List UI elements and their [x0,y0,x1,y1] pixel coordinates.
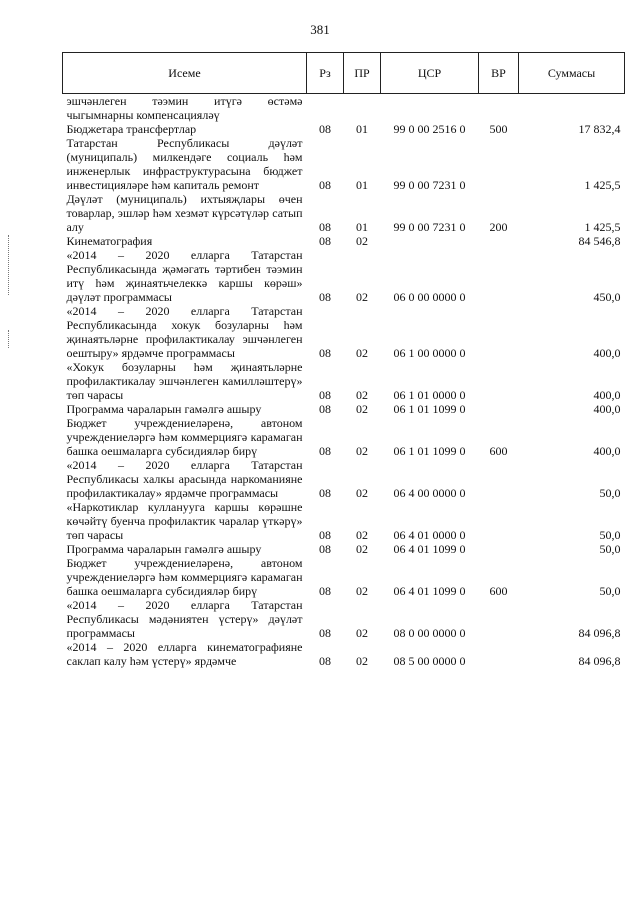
row-csr-cell: 06 0 00 0000 0 [393,290,466,304]
row-csr-cell: 06 4 01 0000 0 [393,528,466,542]
row-name-cell: «2014 – 2020 елларга Татарстан Республикасында хокук бозуларны һәм җинаятьләрне профилактикалау эшчәнлеген оештыру» ярдәмче программасы [66,304,303,360]
row-sum-cell: 400,0 [593,346,621,360]
row-rz-cell: 08 [319,346,331,360]
row-vr-cell [479,598,519,640]
row-rz-cell: 08 [319,626,331,640]
table-row [63,598,625,640]
row-vr-cell [479,234,519,248]
table-row [63,234,625,248]
row-vr-cell: 500 [489,122,508,136]
row-csr-cell: 99 0 00 7231 0 [393,220,466,234]
row-name-cell: «2014 – 2020 елларга Татарстан Республикасы халкы арасында наркоманияне профилактикалау» ярдәмче программасы [66,458,303,500]
row-pr-cell: 02 [356,654,368,668]
row-sum-cell: 84 546,8 [578,234,621,248]
row-pr-cell: 02 [356,234,368,248]
col-pr-header: ПР [344,53,381,94]
row-vr-cell [479,458,519,500]
row-rz-cell: 08 [319,542,331,556]
table-row [63,416,625,458]
table-row [63,136,625,192]
page-number: 381 [310,22,330,37]
row-sum-cell: 17 832,4 [578,122,621,136]
row-name-cell: «2014 – 2020 елларга Татарстан Республикасында җәмәгать тәртибен тәэмин итү һәм җинаятьчелеккә каршы көрәш» дәүләт программасы [66,248,303,304]
row-pr-cell: 02 [356,346,368,360]
row-sum-cell: 50,0 [599,528,621,542]
row-pr-cell: 02 [356,444,368,458]
col-csr-header: ЦСР [381,53,479,94]
col-rz-header: Рз [307,53,344,94]
table-row [63,556,625,598]
margin-mark [8,235,10,295]
row-rz-cell: 08 [319,178,331,192]
row-vr-cell [479,500,519,542]
row-vr-cell [479,248,519,304]
row-sum-cell: 1 425,5 [584,220,621,234]
row-csr-cell: 99 0 00 2516 0 [393,122,466,136]
row-vr-cell [479,94,519,123]
table-row [63,458,625,500]
row-sum-cell: 400,0 [593,444,621,458]
row-sum-cell: 84 096,8 [578,654,621,668]
row-vr-cell [479,360,519,402]
row-csr-cell [381,94,479,123]
row-csr-cell: 99 0 00 7231 0 [393,178,466,192]
table-row [63,94,625,123]
row-rz-cell: 08 [319,654,331,668]
row-pr-cell: 02 [356,626,368,640]
row-vr-cell [479,304,519,360]
row-vr-cell [479,402,519,416]
row-rz-cell: 08 [319,402,331,416]
row-rz-cell [307,94,344,123]
row-rz-cell: 08 [319,584,331,598]
row-csr-cell: 08 0 00 0000 0 [393,626,466,640]
row-sum-cell [519,94,625,123]
row-sum-cell: 450,0 [593,290,621,304]
row-name-cell: Бюджет учреждениеләренә, автоном учреждениеләргә һәм коммерциягә карамаган башка оешмаларга субсидияләр бирү [66,416,303,458]
row-pr-cell: 01 [356,220,368,234]
row-rz-cell: 08 [319,486,331,500]
row-rz-cell: 08 [319,290,331,304]
table-row [63,500,625,542]
row-name-cell: Программа чараларын гамәлгә ашыру [66,542,262,556]
row-csr-cell: 06 4 01 1099 0 [393,542,466,556]
row-sum-cell: 50,0 [599,486,621,500]
table-row [63,640,625,668]
row-vr-cell: 200 [489,220,508,234]
row-vr-cell [479,136,519,192]
budget-table [62,52,625,668]
row-rz-cell: 08 [319,220,331,234]
table-row [63,402,625,416]
table-row [63,304,625,360]
row-name-cell: Татарстан Республикасы дәүләт (муниципаль) милкендәге социаль һәм инженерлык инфраструктурасына бюджет инвестицияләре һәм капиталь ремонт [66,136,303,192]
row-sum-cell: 50,0 [599,584,621,598]
row-pr-cell: 02 [356,290,368,304]
row-name-cell: «Хокук бозуларны һәм җинаятьләрне профилактикалау эшчәнлеген камилләштерү» төп чарасы [66,360,303,402]
row-name-cell: Дәүләт (муниципаль) ихтыяҗлары өчен товарлар, эшләр һәм хезмәт күрсәтүләр сатып алу [66,192,303,234]
row-vr-cell [479,542,519,556]
table-body [63,94,625,669]
row-name-cell: Программа чараларын гамәлгә ашыру [66,402,262,416]
row-csr-cell [381,234,479,248]
row-name-cell: эшчәнлеген тәэмин итүгә өстәмә чыгымнарны компенсацияләү [66,94,303,122]
row-sum-cell: 400,0 [593,388,621,402]
row-csr-cell: 06 4 01 1099 0 [393,584,466,598]
table-header [63,53,625,94]
row-rz-cell: 08 [319,528,331,542]
row-name-cell: Кинематография [66,234,153,248]
row-sum-cell: 84 096,8 [578,626,621,640]
col-sum-header: Суммасы [519,53,625,94]
row-pr-cell: 01 [356,178,368,192]
row-name-cell: «2014 – 2020 елларга кинематографияне саклап калу һәм үстерү» ярдәмче [66,640,303,668]
row-vr-cell: 600 [489,584,508,598]
row-csr-cell: 06 1 00 0000 0 [393,346,466,360]
row-rz-cell: 08 [319,444,331,458]
col-name-header: Исеме [63,53,307,94]
table-row [63,248,625,304]
table-row [63,542,625,556]
row-csr-cell: 06 1 01 1099 0 [393,402,466,416]
row-pr-cell: 02 [356,402,368,416]
row-pr-cell: 02 [356,542,368,556]
row-vr-cell [479,640,519,668]
row-name-cell: «Наркотиклар кулланууга каршы көрәшне көчәйтү буенча профилактик чаралар үткәрү» төп чарасы [66,500,303,542]
row-rz-cell: 08 [319,388,331,402]
row-name-cell: Бюджетара трансфертлар [66,122,197,136]
row-pr-cell: 02 [356,528,368,542]
table-row [63,122,625,136]
row-rz-cell: 08 [319,234,331,248]
row-pr-cell [344,94,381,123]
table-row [63,192,625,234]
row-csr-cell: 06 4 00 0000 0 [393,486,466,500]
row-rz-cell: 08 [319,122,331,136]
row-sum-cell: 400,0 [593,402,621,416]
row-csr-cell: 06 1 01 1099 0 [393,444,466,458]
row-sum-cell: 50,0 [599,542,621,556]
row-pr-cell: 02 [356,584,368,598]
row-csr-cell: 08 5 00 0000 0 [393,654,466,668]
row-pr-cell: 02 [356,486,368,500]
row-sum-cell: 1 425,5 [584,178,621,192]
table-row [63,360,625,402]
margin-mark [8,330,10,348]
row-csr-cell: 06 1 01 0000 0 [393,388,466,402]
row-pr-cell: 02 [356,388,368,402]
col-vr-header: ВР [479,53,519,94]
row-vr-cell: 600 [489,444,508,458]
row-name-cell: Бюджет учреждениеләренә, автоном учреждениеләргә һәм коммерциягә карамаган башка оешмаларга субсидияләр бирү [66,556,303,598]
row-name-cell: «2014 – 2020 елларга Татарстан Республикасы мәдәниятен үстерү» дәүләт программасы [66,598,303,640]
row-pr-cell: 01 [356,122,368,136]
